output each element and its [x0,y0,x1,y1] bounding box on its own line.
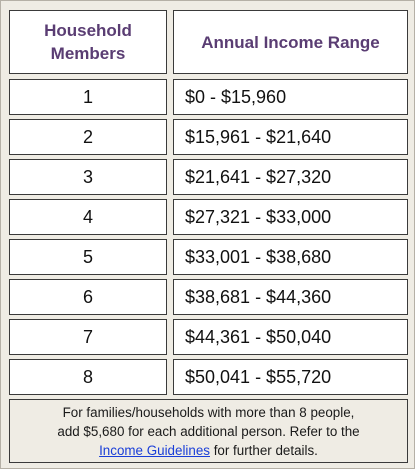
footnote-line2: add $5,680 for each additional person. Refer to the [57,424,360,439]
range-value: $27,321 - $33,000 [185,206,332,227]
header-members-line2: Members [50,44,126,63]
members-cell-6 [9,279,167,315]
range-value: $15,961 - $21,640 [185,126,332,147]
range-cell-4 [173,199,408,235]
range-cell-5 [173,239,408,275]
header-range: Annual Income Range [201,33,380,52]
range-value: $44,361 - $50,040 [185,326,332,347]
income-guidelines-link[interactable]: Income Guidelines [99,443,210,458]
members-value: 8 [82,366,93,387]
members-value: 5 [82,246,93,267]
members-value: 7 [82,326,93,347]
range-cell-6 [173,279,408,315]
range-cell-2 [173,119,408,155]
range-cell-1 [173,79,408,115]
members-value: 4 [82,206,93,227]
header-range-cell [173,10,408,74]
footnote-line1: For families/households with more than 8 people, [62,405,355,420]
range-value: $21,641 - $27,320 [185,166,332,187]
members-cell-8 [9,359,167,395]
members-cell-7 [9,319,167,355]
members-value: 1 [82,86,93,107]
members-cell-4 [9,199,167,235]
members-cell-1 [9,79,167,115]
footnote-line3 [10,441,407,460]
footnote [9,399,408,463]
members-cell-2 [9,119,167,155]
range-value: $33,001 - $38,680 [185,246,332,267]
members-value: 2 [82,126,93,147]
range-cell-3 [173,159,408,195]
members-cell-3 [9,159,167,195]
header-members-cell [9,10,167,74]
footnote-line3-suffix: for further details. [209,443,318,458]
header-members-line1: Household [44,21,132,40]
range-value: $38,681 - $44,360 [185,286,332,307]
members-value: 6 [82,286,93,307]
range-cell-8 [173,359,408,395]
members-value: 3 [82,166,93,187]
range-cell-7 [173,319,408,355]
members-cell-5 [9,239,167,275]
range-value: $50,041 - $55,720 [185,366,332,387]
range-value: $0 - $15,960 [185,86,287,107]
